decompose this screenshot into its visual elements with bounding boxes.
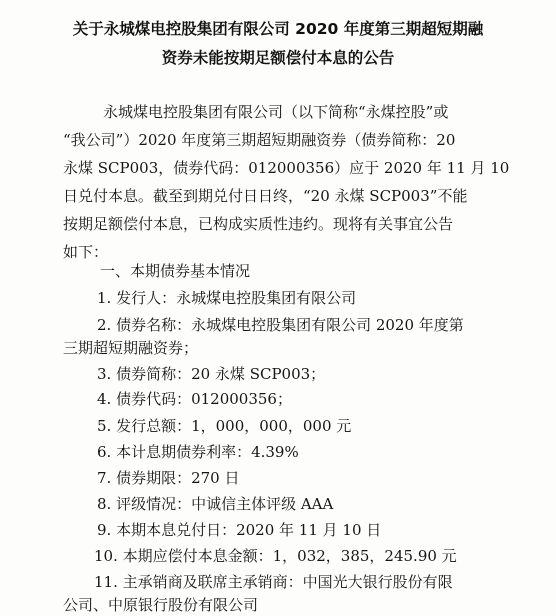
list-item: 5. 发行总额：1，000，000，000 元 <box>97 417 352 435</box>
list-item: 7. 债券期限：270 日 <box>97 469 240 487</box>
list-item: 6. 本计息期债券利率：4.39% <box>97 443 299 461</box>
list-item: 3. 债券简称：20 永煤 SCP003； <box>97 365 326 383</box>
list-item: 11. 主承销商及联席主承销商：中国光大银行股份有限 <box>94 573 453 591</box>
document-title-line-2: 资券未能按期足额偿付本息的公告 <box>161 49 395 67</box>
body-line: 按期足额偿付本息，已构成实质性违约。现将有关事宜公告 <box>63 215 454 233</box>
list-item: 10. 本期应偿付本息金额：1，032，385，245.90 元 <box>94 547 457 565</box>
body-line: 日兑付本息。截至到期兑付日日终，“20 永煤 SCP003”不能 <box>63 187 468 205</box>
list-item: 2. 债券名称：永城煤电控股集团有限公司 2020 年度第 <box>97 316 464 334</box>
body-line: “我公司”）2020 年度第三期超短期融资券（债券简称：20 <box>63 131 456 149</box>
list-item: 9. 本期本息兑付日：2020 年 11 月 10 日 <box>97 521 382 539</box>
list-item-continuation: 三期超短期融资券； <box>63 339 199 357</box>
list-item: 8. 评级情况：中诚信主体评级 AAA <box>97 495 334 513</box>
list-item: 4. 债券代码：012000356； <box>97 390 292 408</box>
body-line: 永城煤电控股集团有限公司（以下简称“永煤控股”或 <box>103 103 449 121</box>
document-title-line-1: 关于永城煤电控股集团有限公司 2020 年度第三期超短期融 <box>72 20 484 38</box>
list-item: 1. 发行人：永城煤电控股集团有限公司 <box>97 289 357 307</box>
body-line: 如下： <box>63 243 109 261</box>
body-line: 永煤 SCP003，债券代码：012000356）应于 2020 年 11 月 10 <box>63 159 510 177</box>
section-heading: 一、本期债券基本情况 <box>100 262 251 280</box>
list-item-continuation: 公司、中原银行股份有限公司 <box>63 596 259 614</box>
